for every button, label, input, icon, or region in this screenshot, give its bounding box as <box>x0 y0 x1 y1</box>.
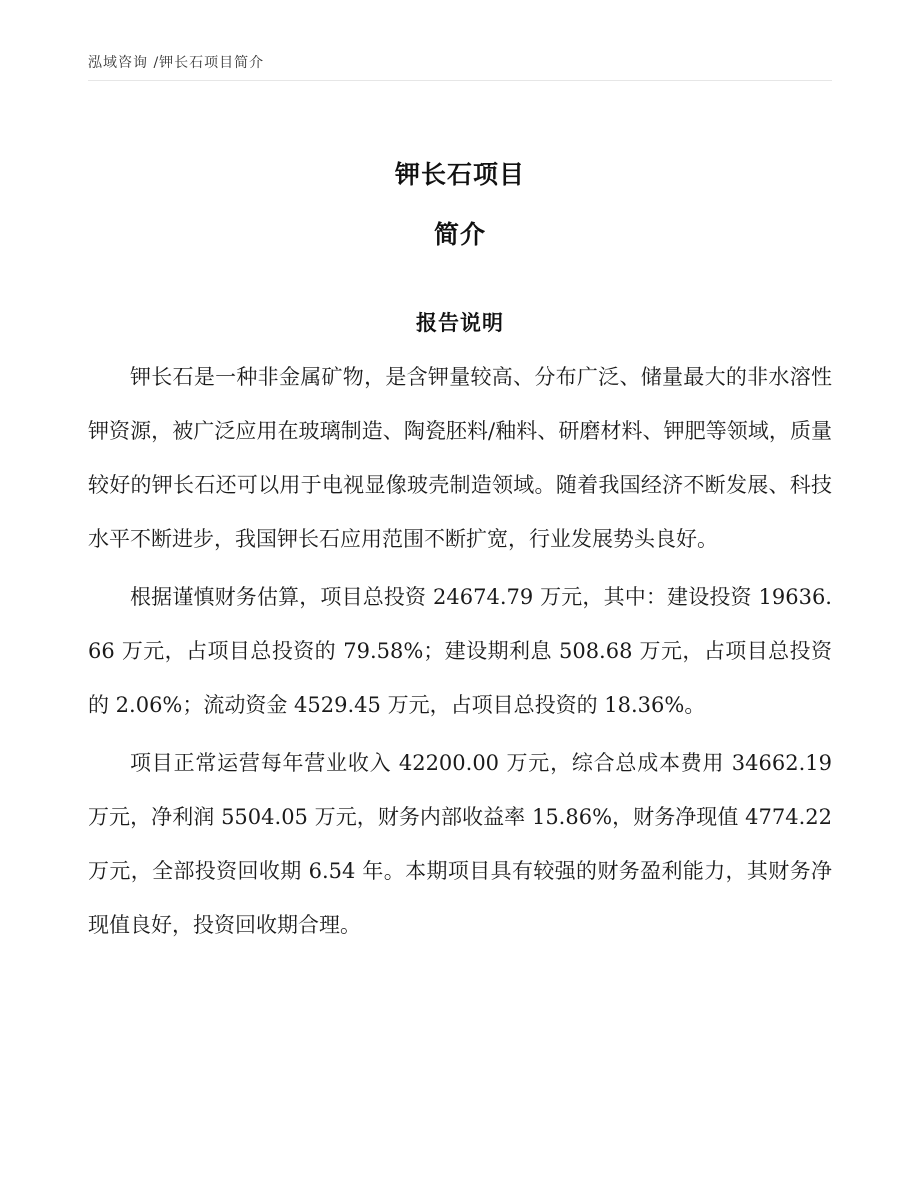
page-header-breadcrumb: 泓域咨询 /钾长石项目简介 <box>88 55 265 71</box>
header-divider <box>88 80 832 81</box>
document-title: 钾长石项目 <box>394 160 525 189</box>
report-body <box>88 350 832 952</box>
paragraph-financials: 项目正常运营每年营业收入 42200.00 万元，综合总成本费用 34662.19 万元，净利润 5504.05 万元，财务内部收益率 15.86%，财务净现值 4774.22 万元，全部投资回收期 6.54 年。本期项目具有较强的财务盈利能力，其财务净现值良好，投资回收期合理。 <box>88 751 832 937</box>
paragraph-overview: 钾长石是一种非金属矿物，是含钾量较高、分布广泛、储量最大的非水溶性钾资源，被广泛应用在玻璃制造、陶瓷胚料/釉料、研磨材料、钾肥等领域，质量较好的钾长石还可以用于电视显像玻壳制造领域。随着我国经济不断发展、科技水平不断进步，我国钾长石应用范围不断扩宽，行业发展势头良好。 <box>88 365 832 551</box>
section-heading: 报告说明 <box>416 311 504 335</box>
paragraph-investment: 根据谨慎财务估算，项目总投资 24674.79 万元，其中：建设投资 19636.66 万元，占项目总投资的 79.58%；建设期利息 508.68 万元，占项目总投资的 2.06%；流动资金 4529.45 万元，占项目总投资的 18.36%。 <box>88 585 832 717</box>
document-subtitle: 简介 <box>433 220 486 249</box>
